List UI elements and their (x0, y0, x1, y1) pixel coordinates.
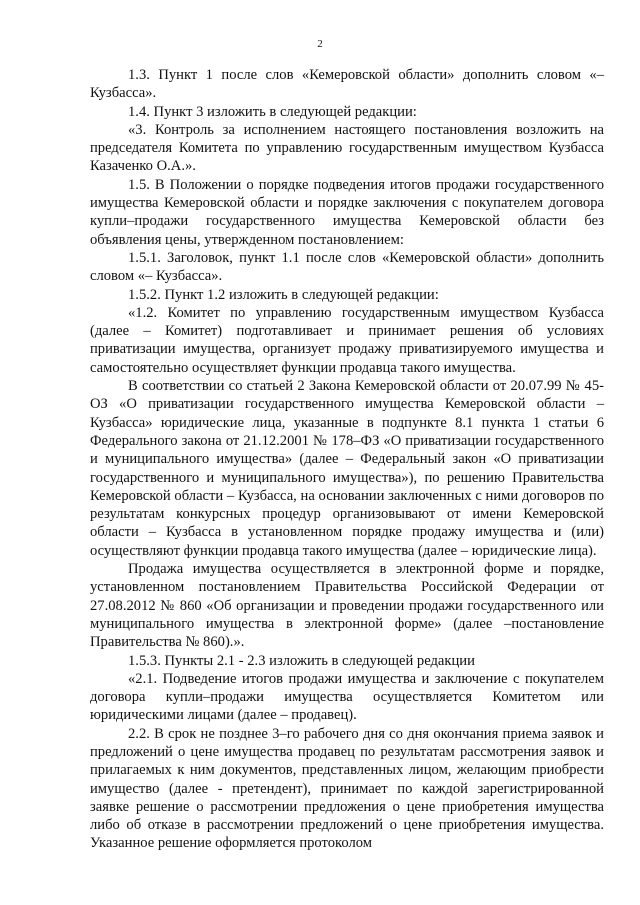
paragraph-1-4-text: «3. Контроль за исполнением настоящего постановления возложить на председателя Комитета по управлению государственным имуществом Кузбасса Казаченко О.А.». (90, 121, 604, 175)
paragraph-2-2: 2.2. В срок не позднее 3–го рабочего дня со дня окончания приема заявок и предложений о цене имущества продавец по результатам рассмотрения заявок и прилагаемых к ним документов, представленных лицом, желающим приобрести имущество (далее - претендент), принимает по каждой зарегистрированной заявке решение о рассмотрении предложения о цене приобретения имущества либо об отказе в рассмотрении предложений о цене приобретения имущества. Указанное решение оформляется протоколом (90, 725, 604, 852)
paragraph-1-5-2: 1.5.2. Пункт 1.2 изложить в следующей редакции: (128, 286, 439, 303)
paragraph-1-5: 1.5. В Положении о порядке подведения итогов продажи государственного имущества Кемеровской области и порядке заключения с покупателем договора купли–продажи государственного имущества Кемеровской области без объявления цены, утвержденном постановлением: (90, 176, 604, 248)
paragraph-1-4: 1.4. Пункт 3 изложить в следующей редакции: (128, 103, 417, 120)
paragraph-2-1: «2.1. Подведение итогов продажи имущества и заключение с покупателем договора купли–продажи имущества осуществляется Комитетом или юридическими лицами (далее – продавец). (90, 670, 604, 724)
paragraph-1-3: 1.3. Пункт 1 после слов «Кемеровской области» дополнить словом «– Кузбасса». (90, 67, 604, 102)
paragraph-law-reference: В соответствии со статьей 2 Закона Кемеровской области от 20.07.99 № 45-ОЗ «О приватизации государственного имущества Кемеровской области – Кузбасса» юридические лица, указанные в подпункте 8.1 пункта 1 статьи 6 Федерального закона от 21.12.2001 № 178–ФЗ «О приватизации государственного и муниципального имущества» (далее – Федеральный закон «О приватизации государственного и муниципального имущества»), по решению Правительства Кемеровской области – Кузбасса, на основании заключенных с ними договоров по результатам конкурсных процедур организовывают от имени Кемеровской области – Кузбасса в установленном порядке продажу имущества и (или) осуществляют функции продавца такого имущества (далее – юридические лица). (90, 378, 604, 559)
document-body (90, 66, 604, 853)
paragraph-1-5-3: 1.5.3. Пункты 2.1 - 2.3 изложить в следующей редакции (128, 652, 475, 669)
paragraph-1-2-quote: «1.2. Комитет по управлению государственным имуществом Кузбасса (далее – Комитет) подготавливает и принимает решения об условиях приватизации имущества, организует продажу приватизируемого имущества и самостоятельно осуществляет функции продавца такого имущества. (90, 304, 604, 376)
paragraph-1-5-1: 1.5.1. Заголовок, пункт 1.1 после слов «Кемеровской области» дополнить словом «– Кузбасса». (90, 249, 604, 285)
page-number: 2 (317, 38, 323, 50)
paragraph-electronic-sale: Продажа имущества осуществляется в электронной форме и порядке, установленном постановлением Правительства Российской Федерации от 27.08.2012 № 860 «Об организации и проведении продажи государственного или муниципального имущества в электронной форме» (далее –постановление Правительства № 860).». (90, 561, 604, 651)
